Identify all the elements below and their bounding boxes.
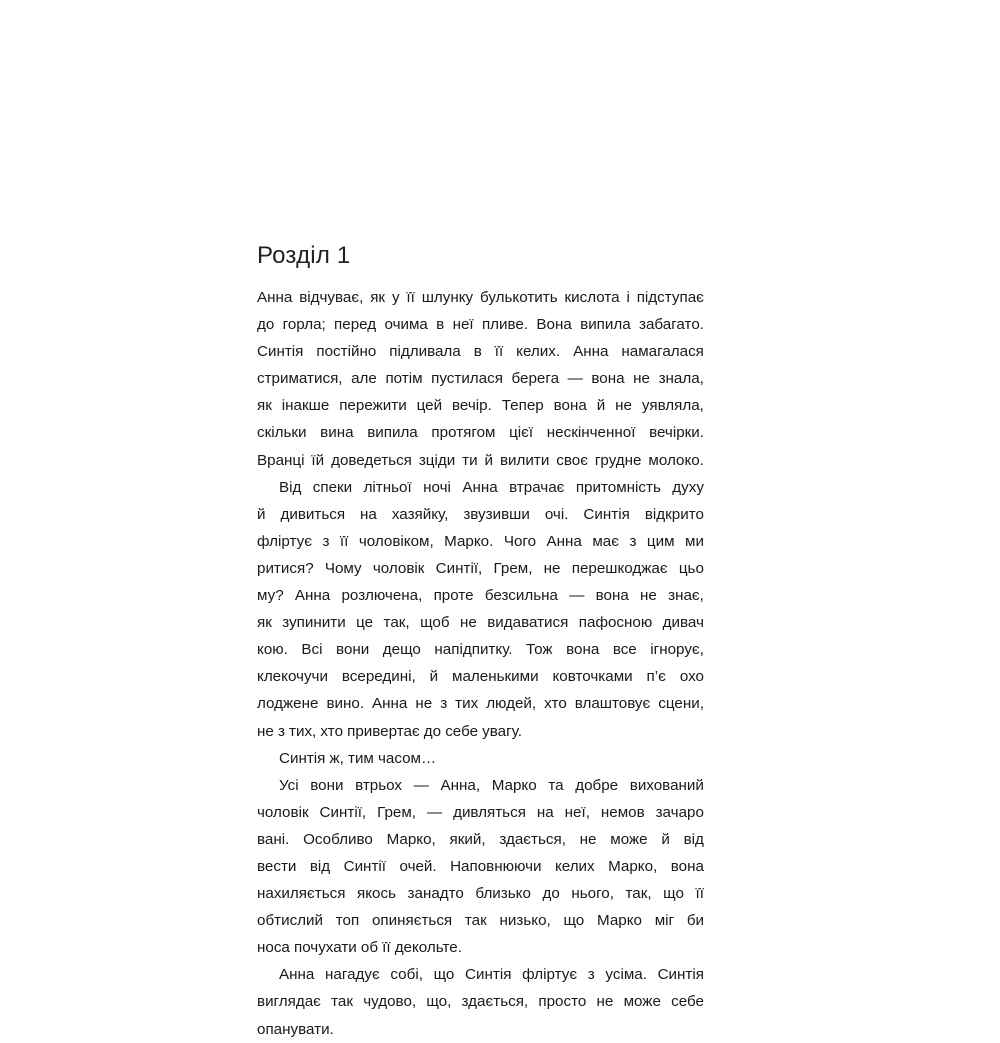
text-line: фліртує з її чоловіком, Марко. Чого Анна має з цим ми: [257, 532, 704, 550]
text-line: нахиляється якось занадто близько до нього, так, що її: [257, 885, 704, 903]
chapter-text: [257, 284, 704, 1043]
text-line: вести від Синтії очей. Наповнюючи келих Марко, вона: [257, 857, 704, 875]
text-line: як інакше пережити цей вечір. Тепер вона й не уявляла,: [257, 397, 704, 415]
text-line: Синтія постійно підливала в її келих. Анна намагалася: [257, 343, 704, 361]
text-line: виглядає так чудово, що, здається, просто не може себе: [257, 993, 704, 1011]
text-line: клекочучи всередині, й маленькими ковточками п’є охо: [257, 668, 704, 686]
text-line: лоджене вино. Анна не з тих людей, хто влаштовує сцени,: [257, 695, 704, 713]
text-line: не з тих, хто привертає до себе увагу.: [257, 722, 522, 740]
text-line: Вранці їй доведеться зціди ти й вилити своє грудне молоко.: [257, 451, 704, 469]
text-line: чоловік Синтії, Грем, — дивляться на неї, немов зачаро: [257, 803, 704, 821]
text-line: вані. Особливо Марко, який, здається, не може й від: [257, 830, 704, 848]
text-line: кою. Всі вони дещо напідпитку. Тож вона все ігнорує,: [257, 641, 704, 659]
text-line: стриматися, але потім пустилася берега — вона не знала,: [257, 370, 704, 388]
text-line: Анна нагадує собі, що Синтія фліртує з усіма. Синтія: [279, 966, 704, 984]
text-line: му? Анна розлючена, проте безсильна — вона не знає,: [257, 587, 704, 605]
text-line: скільки вина випила протягом цієї нескінченної вечірки.: [257, 424, 704, 442]
text-line: до горла; перед очима в неї пливе. Вона випила забагато.: [257, 316, 704, 334]
text-line: й дивиться на хазяйку, звузивши очі. Синтія відкрито: [257, 505, 704, 523]
text-line: як зупинити це так, щоб не видаватися пафосною дивач: [257, 614, 704, 632]
text-line: носа почухати об її декольте.: [257, 939, 462, 957]
text-line: Анна відчуває, як у її шлунку булькотить кислота і підступає: [257, 289, 704, 306]
chapter-title: Розділ 1: [257, 242, 351, 269]
text-line: Усі вони втрьох — Анна, Марко та добре вихований: [279, 776, 704, 794]
text-line: Від спеки літньої ночі Анна втрачає притомність духу: [279, 478, 704, 496]
text-line: Синтія ж, тим часом…: [279, 749, 437, 767]
text-line: обтислий топ опиняється так низько, що Марко міг би: [257, 912, 704, 930]
text-line: ритися? Чому чоловік Синтії, Грем, не перешкоджає цьо: [257, 559, 704, 577]
text-line: опанувати.: [257, 1020, 334, 1038]
